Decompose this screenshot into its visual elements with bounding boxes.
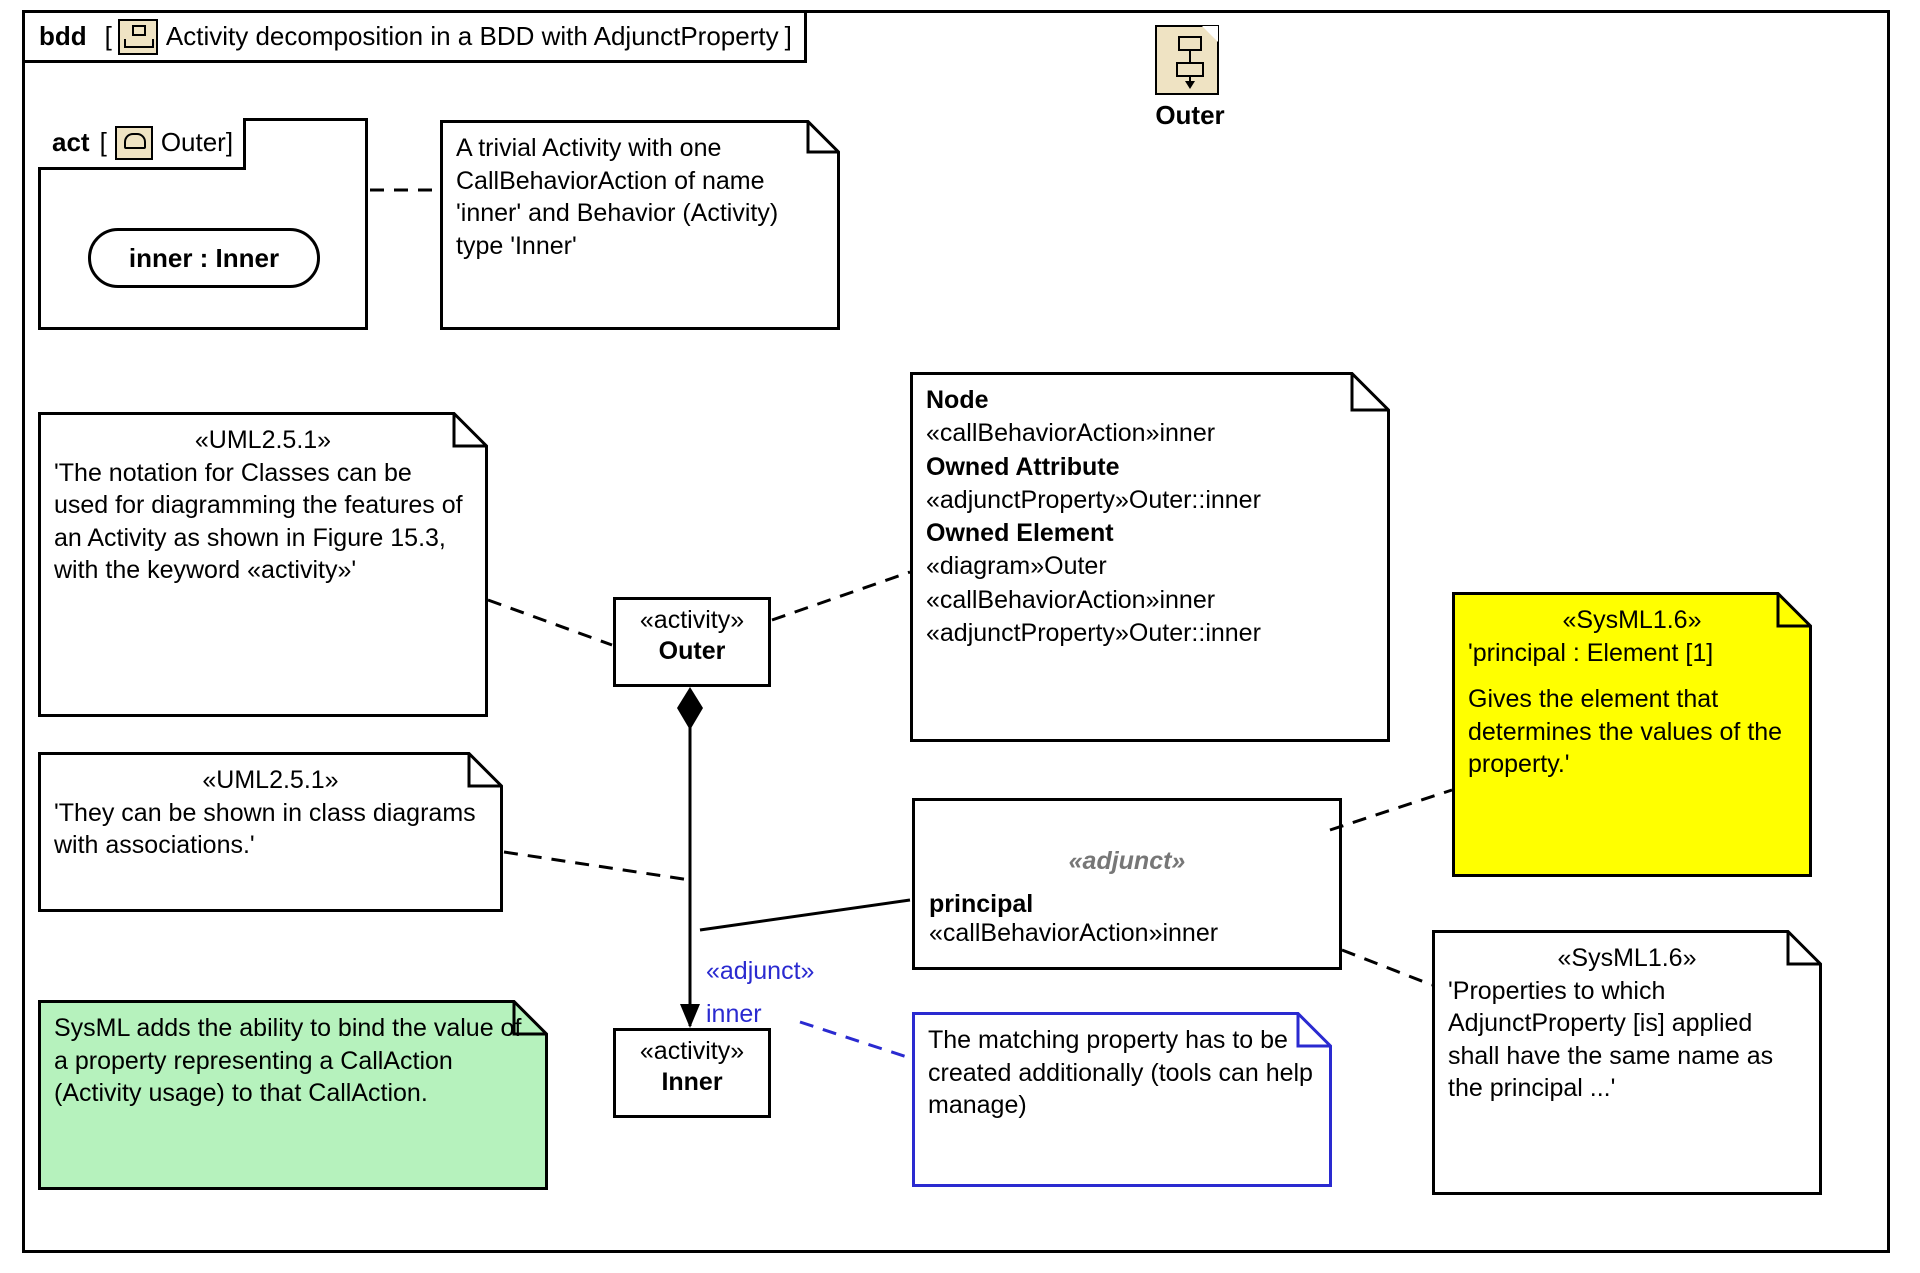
- note-node-line-1: «callBehaviorAction»inner: [926, 419, 1216, 448]
- call-behavior-action-label: inner : Inner: [128, 242, 280, 273]
- act-bracket-close: ]: [225, 127, 234, 157]
- act-frame-tab: [38, 118, 246, 170]
- note-sysml-adds: [38, 1000, 548, 1190]
- activity-icon: [1155, 25, 1219, 95]
- note-node-heading-node: Node: [926, 386, 989, 414]
- act-keyword: act: [52, 127, 90, 157]
- note-uml-notation-title: «UML2.5.1»: [194, 426, 332, 454]
- frame-header-tab: [25, 13, 807, 63]
- act-title: Outer: [160, 127, 226, 157]
- note-sysml-principal-title: «SysML1.6»: [1562, 606, 1702, 634]
- note-node-line-5: «adjunctProperty»Outer::inner: [926, 618, 1261, 647]
- note-sysml-properties: [1432, 930, 1822, 1195]
- note-sysml-principal-line1: 'principal : Element [1]: [1468, 638, 1714, 667]
- note-node-line-3: «diagram»Outer: [926, 552, 1107, 581]
- edge-role-inner: inner: [706, 1000, 762, 1028]
- note-node-line-4: «callBehaviorAction»inner: [926, 585, 1216, 614]
- principal-typing: «callBehaviorAction»inner: [929, 919, 1219, 947]
- class-inner-name: Inner: [661, 1068, 723, 1096]
- property-principal-box[interactable]: [912, 798, 1342, 970]
- principal-stereotype: «adjunct»: [1068, 847, 1186, 875]
- note-sysml-principal-body: Gives the element that determines the values of the property.': [1468, 685, 1783, 778]
- class-inner-stereotype: «activity»: [639, 1037, 745, 1065]
- note-uml-associations-title: «UML2.5.1»: [202, 766, 339, 794]
- note-matching-property-text: The matching property has to be created additionally (tools can help manage): [928, 1026, 1313, 1119]
- act-bracket-open: [: [99, 127, 107, 157]
- class-inner[interactable]: [613, 1028, 771, 1118]
- note-sysml-principal: [1452, 592, 1812, 877]
- edge-stereotype-adjunct: «adjunct»: [706, 957, 815, 985]
- note-trivial-activity: [440, 120, 840, 330]
- note-node-line-2: «adjunctProperty»Outer::inner: [926, 485, 1261, 514]
- note-sysml-adds-text: SysML adds the ability to bind the value of a property representing a CallAction (Activity usage) to that CallAction.: [54, 1014, 522, 1107]
- note-sysml-properties-title: «SysML1.6»: [1557, 944, 1697, 972]
- frame-bracket-open: [: [104, 21, 112, 51]
- class-outer-name: Outer: [658, 637, 726, 665]
- bdd-diagram-icon: [118, 19, 158, 55]
- class-outer[interactable]: [613, 597, 771, 687]
- note-node-heading-owned-element: Owned Element: [926, 519, 1114, 547]
- principal-name: principal: [929, 890, 1034, 918]
- note-node-owned: [910, 372, 1390, 742]
- note-matching-property: [912, 1012, 1332, 1187]
- note-uml-associations: [38, 752, 503, 912]
- note-uml-notation-body: 'The notation for Classes can be used for diagramming the features of an Activity as shown in Figure 15.3, with the keyword «activity»': [54, 458, 463, 584]
- note-uml-associations-body: 'They can be shown in class diagrams with associations.': [54, 798, 476, 859]
- frame-bracket-close: ]: [784, 21, 792, 51]
- frame-title: Activity decomposition in a BDD with AdjunctProperty: [165, 21, 779, 51]
- note-uml-notation: [38, 412, 488, 717]
- frame-keyword: bdd: [39, 21, 87, 51]
- note-node-heading-owned-attribute: Owned Attribute: [926, 452, 1120, 481]
- outer-icon-label: Outer: [1155, 100, 1225, 130]
- note-sysml-properties-body: 'Properties to which AdjunctProperty [is] applied shall have the same name as the principal ...': [1448, 976, 1774, 1102]
- activity-diagram-icon: [115, 126, 153, 160]
- note-trivial-activity-text: A trivial Activity with one CallBehaviorAction of name 'inner' and Behavior (Activity) type 'Inner': [456, 134, 779, 260]
- call-behavior-action-inner[interactable]: [88, 228, 320, 288]
- class-outer-stereotype: «activity»: [639, 606, 745, 634]
